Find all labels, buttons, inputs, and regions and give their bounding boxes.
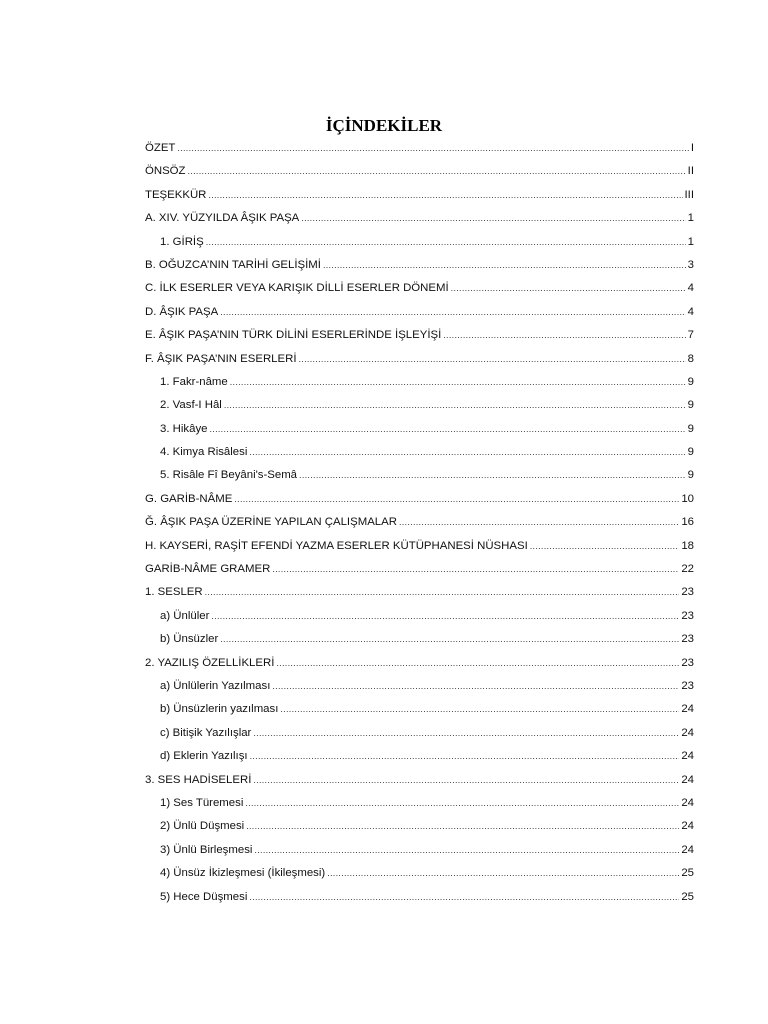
dot-leader [323,254,686,277]
dot-leader [327,862,679,885]
toc-entry-page: 24 [681,796,694,809]
toc-entry [145,160,694,183]
toc-entry-label: H. KAYSERİ, RAŞİT EFENDİ YAZMA ESERLER KÜTÜPHANESİ NÜSHASI [145,539,528,552]
toc-entry-page: 23 [681,586,694,599]
toc-entry-label: E. ÂŞIK PAŞA’NIN TÜRK DİLİNİ ESERLERİNDE İŞLEYİŞİ [145,329,442,342]
dot-leader [250,745,680,768]
dot-leader [443,324,685,347]
toc-entry [145,886,694,909]
dot-leader [299,348,686,371]
toc-entry [145,231,694,254]
toc-entry-label: 1. Fakr-nâme [160,375,228,388]
toc-entry [145,464,694,487]
toc-entry-page: 1 [687,235,694,248]
toc-entry-label: A. XIV. YÜZYILDA ÂŞIK PAŞA [145,212,300,225]
toc-entry-page: 8 [687,352,694,365]
toc-entry [145,371,694,394]
dot-leader [254,839,679,862]
dot-leader [246,815,679,838]
toc-entry [145,348,694,371]
toc-entry-label: b) Ünsüzlerin yazılması [160,703,279,716]
toc-entry [145,441,694,464]
toc-entry-page: 7 [687,329,694,342]
toc-entry-page: 22 [681,563,694,576]
toc-entry-label: 3. SES HADİSELERİ [145,773,252,786]
toc-entry [145,722,694,745]
toc-entry-page: 16 [681,516,694,529]
dot-leader [272,675,679,698]
toc-entry-label: ÖZET [145,142,176,154]
dot-leader [177,137,688,160]
dot-leader [530,535,680,558]
toc-entry [145,558,694,581]
dot-leader [188,160,686,183]
toc-entry-page: 4 [687,305,694,318]
toc-entry-label: a) Ünlüler [160,609,210,622]
toc-entry [145,605,694,628]
toc-entry-label: 2. Vasf-I Hâl [160,399,222,412]
dot-leader [249,441,685,464]
toc-entry-page: 23 [681,633,694,646]
toc-entry-page: III [684,188,694,201]
toc-entry-label: 2. YAZILIŞ ÖZELLİKLERİ [145,656,275,669]
toc-entry-label: c) Bitişik Yazılışlar [160,726,252,739]
dot-leader [399,511,679,534]
toc-entry [145,511,694,534]
toc-entry [145,324,694,347]
dot-leader [272,558,679,581]
toc-entry-page: 18 [681,539,694,552]
toc-entry [145,652,694,675]
dot-leader [253,722,679,745]
toc-entry [145,839,694,862]
toc-entry-page: II [687,165,694,178]
toc-entry-page: 4 [687,282,694,295]
toc-entry-page: 23 [681,679,694,692]
toc-entry-label: TEŞEKKÜR [145,188,207,201]
toc-entry-label: 4) Ünsüz İkizleşmesi (İkileşmesi) [160,867,326,880]
dot-leader [205,581,680,604]
dot-leader [230,371,686,394]
table-of-contents [145,137,694,909]
toc-entry [145,488,694,511]
toc-entry-page: 3 [687,258,694,271]
toc-entry-label: C. İLK ESERLER VEYA KARIŞIK DİLLİ ESERLER DÖNEMİ [145,282,449,295]
toc-entry-label: 3) Ünlü Birleşmesi [160,843,253,856]
toc-entry-label: GARİB-NÂME GRAMER [145,563,271,576]
dot-leader [234,488,679,511]
toc-entry-page: 24 [681,726,694,739]
dot-leader [206,231,686,254]
dot-leader [276,652,679,675]
toc-entry-label: Ğ. ÂŞIK PAŞA ÜZERİNE YAPILAN ÇALIŞMALAR [145,516,397,529]
toc-entry-label: 1) Ses Türemesi [160,796,244,809]
dot-leader [253,769,679,792]
toc-entry-page: I [690,142,694,154]
dot-leader [209,418,685,441]
toc-entry-label: 3. Hikâye [160,422,208,435]
dot-leader [451,277,686,300]
dot-leader [249,886,679,909]
toc-entry-label: 1. SESLER [145,586,203,599]
dot-leader [280,698,679,721]
toc-entry-page: 24 [681,703,694,716]
toc-entry-page: 9 [687,399,694,412]
toc-entry-page: 9 [687,422,694,435]
dot-leader [211,605,679,628]
toc-entry-label: 5. Risâle Fî Beyâni's-Semâ [160,469,298,482]
toc-entry [145,254,694,277]
dot-leader [220,301,685,324]
toc-entry-page: 24 [681,750,694,763]
toc-entry [145,628,694,651]
dot-leader [220,628,679,651]
toc-entry-label: F. ÂŞIK PAŞA’NIN ESERLERİ [145,352,297,365]
toc-entry-page: 9 [687,375,694,388]
dot-leader [245,792,679,815]
toc-entry [145,815,694,838]
toc-entry [145,769,694,792]
toc-entry [145,792,694,815]
toc-entry [145,698,694,721]
dot-leader [208,184,682,207]
toc-entry [145,394,694,417]
toc-entry-page: 1 [687,212,694,225]
toc-entry-label: b) Ünsüzler [160,633,219,646]
toc-entry [145,675,694,698]
toc-entry-label: ÖNSÖZ [145,165,186,178]
toc-entry [145,207,694,230]
toc-entry-label: a) Ünlülerin Yazılması [160,679,271,692]
toc-entry-label: 4. Kimya Risâlesi [160,446,248,459]
page-title: İÇİNDEKİLER [325,116,443,135]
toc-entry-label: G. GARİB-NÂME [145,492,233,505]
toc-entry [145,581,694,604]
toc-entry-page: 24 [681,773,694,786]
toc-entry-page: 24 [681,820,694,833]
toc-entry-page: 23 [681,656,694,669]
toc-entry-label: d) Eklerin Yazılışı [160,750,248,763]
toc-entry-label: 1. GİRİŞ [160,235,204,248]
toc-entry-label: B. OĞUZCA’NIN TARİHİ GELİŞİMİ [145,258,321,271]
toc-entry [145,301,694,324]
toc-entry [145,535,694,558]
toc-entry-page: 23 [681,609,694,622]
toc-entry [145,418,694,441]
toc-entry-page: 24 [681,843,694,856]
toc-entry-page: 9 [687,469,694,482]
toc-entry [145,277,694,300]
toc-entry [145,137,694,160]
toc-entry [145,862,694,885]
toc-entry [145,184,694,207]
toc-entry-label: D. ÂŞIK PAŞA [145,305,219,318]
toc-entry-page: 25 [681,867,694,880]
toc-entry-label: 5) Hece Düşmesi [160,890,248,903]
dot-leader [301,207,685,230]
toc-entry [145,745,694,768]
toc-entry-page: 9 [687,446,694,459]
dot-leader [299,464,686,487]
toc-entry-page: 25 [681,890,694,903]
toc-entry-page: 10 [681,492,694,505]
toc-entry-label: 2) Ünlü Düşmesi [160,820,245,833]
dot-leader [224,394,686,417]
